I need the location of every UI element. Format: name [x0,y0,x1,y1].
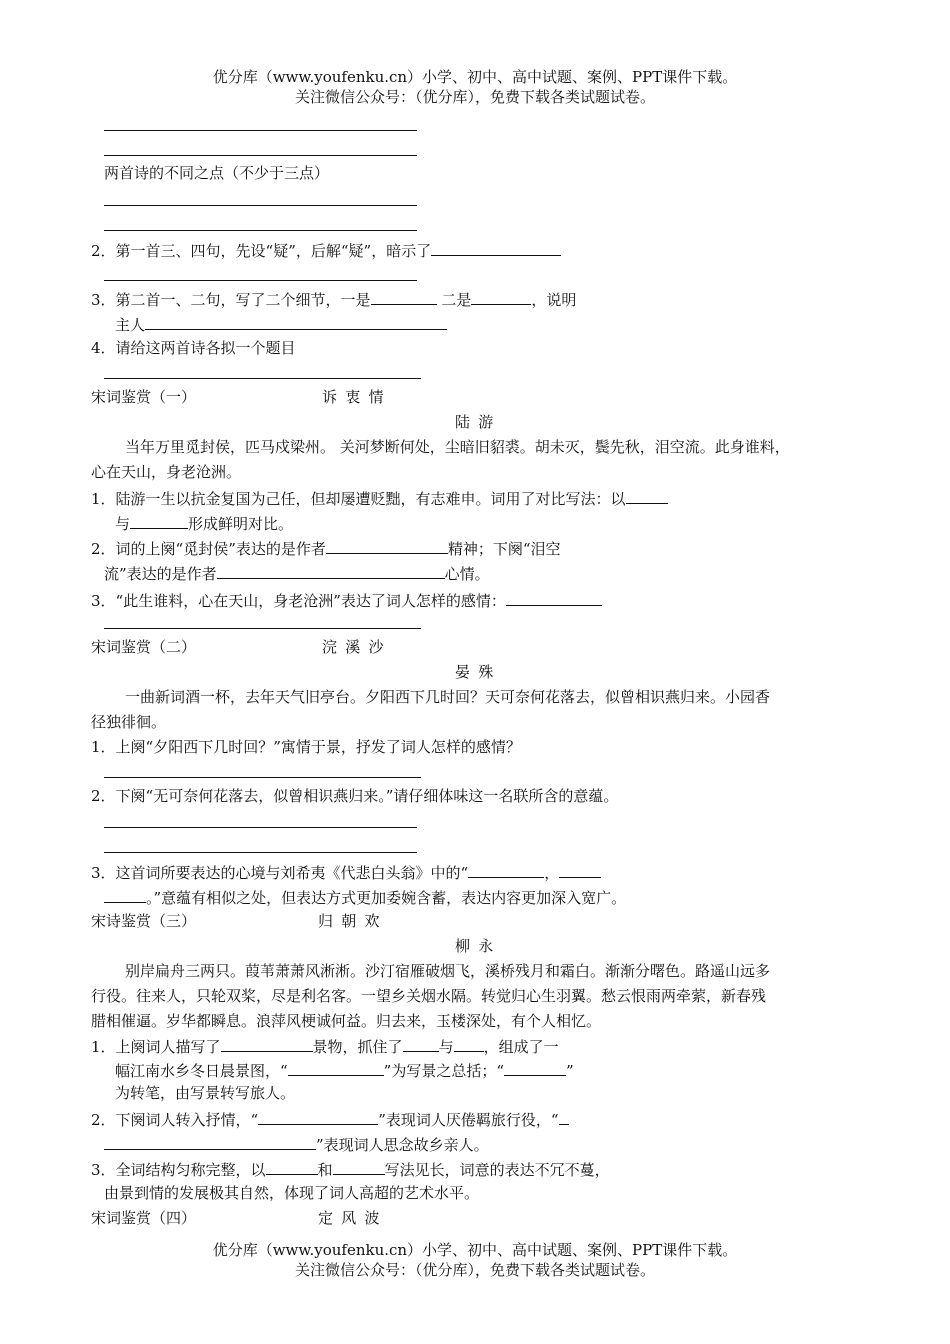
answer-blank [431,239,561,256]
section-3-question-2-cont: ”表现词人思念故乡亲人。 [104,1133,489,1155]
answer-blank [559,1108,569,1125]
answer-blank [288,1059,384,1076]
section-1-question-2-cont: 流”表达的是作者 心情。 [104,562,490,584]
header-line-1: 优分库（www.youfenku.cn）小学、初中、高中试题、案例、PPT课件下载。 [212,68,738,86]
answer-blank [104,886,146,903]
section-1-question-3: 3．“此生谁料，心在天山，身老沧洲”表达了词人怎样的感情： [91,589,602,611]
answer-line [104,852,417,853]
answer-blank [454,1035,484,1052]
top-question-2: 2．第一首三、四句，先设“疑”，后解“疑”，暗示了 [91,239,561,261]
section-3-question-2: 2．下阕词人转入抒情，“ ”表现词人厌倦羁旅行役，“ [91,1108,569,1130]
section-1-poem-line-1: 当年万里觅封侯，匹马戍梁州。 关河梦断何处，尘暗旧貂裘。胡未灭，鬓先秋，泪空流。此身谁料， [125,438,790,456]
answer-line [104,205,417,206]
answer-blank [626,487,668,504]
section-2-question-1: 1．上阕“夕阳西下几时回？”寓情于景，抒发了词人怎样的感情？ [91,738,521,756]
section-1-poem-line-2: 心在天山，身老沧洲。 [91,463,242,481]
answer-blank [333,1158,385,1175]
answer-blank [506,589,602,606]
answer-line [104,378,421,379]
section-3-question-1-cont: 幅江南水乡冬日晨景图，“ ”为写景之总括；“ ” [115,1059,574,1081]
answer-blank [258,1108,378,1125]
answer-blank [217,562,445,579]
section-1-title: 诉衷情 [322,388,392,406]
section-1-question-1-cont: 与 形成鲜明对比。 [115,512,293,534]
section-1-question-1: 1．陆游一生以抗金复国为己任，但却屡遭贬黜，有志难申。词用了对比写法：以 [91,487,668,509]
section-3-poem-line-2: 行役。往来人，只轮双桨，尽是利名客。一望乡关烟水隔。转觉归心生羽翼。愁云恨雨两牵萦，新春残 [91,987,767,1005]
answer-line [104,628,421,629]
section-3-poem-line-1: 别岸扁舟三两只。葭苇萧萧风淅淅。沙汀宿雁破烟飞，溪桥残月和霜白。渐渐分曙色。路遥山远多 [125,962,771,980]
section-2-title: 浣溪沙 [322,638,392,656]
answer-line [104,777,421,778]
section-3-author: 柳永 [455,937,502,955]
section-3-question-1-cont-2: 为转笔，由写景转写旅人。 [115,1084,296,1102]
section-1-label: 宋词鉴赏（一） [91,388,197,406]
section-1-question-2: 2．词的上阕“觅封侯”表达的是作者 精神；下阕“泪空 [91,537,561,559]
answer-blank [504,1059,566,1076]
answer-blank [266,1158,318,1175]
answer-blank [471,288,531,305]
section-2-question-2: 2．下阕“无可奈何花落去，似曾相识燕归来。”请仔细体味这一名联所含的意蕴。 [91,787,619,805]
section-1-author: 陆游 [455,413,502,431]
answer-blank [326,537,448,554]
answer-blank [104,1133,316,1150]
section-3-question-1: 1．上阕词人描写了 景物，抓住了 与 ，组成了一 [91,1035,559,1057]
answer-blank [145,313,447,330]
top-question-3: 3．第二首一、二句，写了二个细节，一是 二是 ，说明 [91,288,576,310]
answer-blank [559,861,601,878]
section-3-question-3-cont: 由景到情的发展极其自然，体现了词人高超的艺术水平。 [104,1184,480,1202]
section-3-question-3: 3．全词结构匀称完整，以 和 写法见长，词意的表达不冗不蔓， [91,1158,610,1180]
section-4-title: 定风波 [318,1209,388,1227]
footer-line-1: 优分库（www.youfenku.cn）小学、初中、高中试题、案例、PPT课件下载。 [212,1241,738,1259]
section-2-question-3-cont: 。”意蕴有相似之处，但表达方式更加委婉含蓄，表达内容更加深入宽广。 [104,886,626,908]
answer-blank [468,861,544,878]
answer-blank [221,1035,313,1052]
section-2-poem-line-2: 径独徘徊。 [91,713,167,731]
section-2-poem-line-1: 一曲新词酒一杯，去年天气旧亭台。夕阳西下几时回？天可奈何花落去，似曾相识燕归来。小园香 [125,688,771,706]
diff-prompt: 两首诗的不同之点（不少于三点） [104,164,330,182]
section-3-poem-line-3: 腊相催逼。岁华都瞬息。浪萍风梗诚何益。归去来，玉楼深处，有个人相忆。 [91,1012,602,1030]
answer-line [104,155,417,156]
section-2-question-3: 3．这首词所要表达的心境与刘希夷《代悲白头翁》中的“ ， [91,861,601,883]
top-question-3-cont: 主人 [115,313,447,335]
section-4-label: 宋词鉴赏（四） [91,1209,197,1227]
answer-blank [403,1035,439,1052]
answer-line [104,230,417,231]
top-question-4: 4．请给这两首诗各拟一个题目 [91,339,296,357]
answer-line [104,827,417,828]
section-2-author: 晏殊 [455,663,502,681]
section-3-title: 归朝欢 [318,912,388,930]
section-2-label: 宋词鉴赏（二） [91,638,197,656]
answer-line [104,280,417,281]
answer-blank [130,512,188,529]
section-3-label: 宋诗鉴赏（三） [91,912,197,930]
answer-blank [371,288,437,305]
footer-line-2: 关注微信公众号：（优分库），免费下载各类试题试卷。 [294,1261,655,1279]
header-line-2: 关注微信公众号：（优分库），免费下载各类试题试卷。 [294,88,655,106]
answer-line [104,130,417,131]
